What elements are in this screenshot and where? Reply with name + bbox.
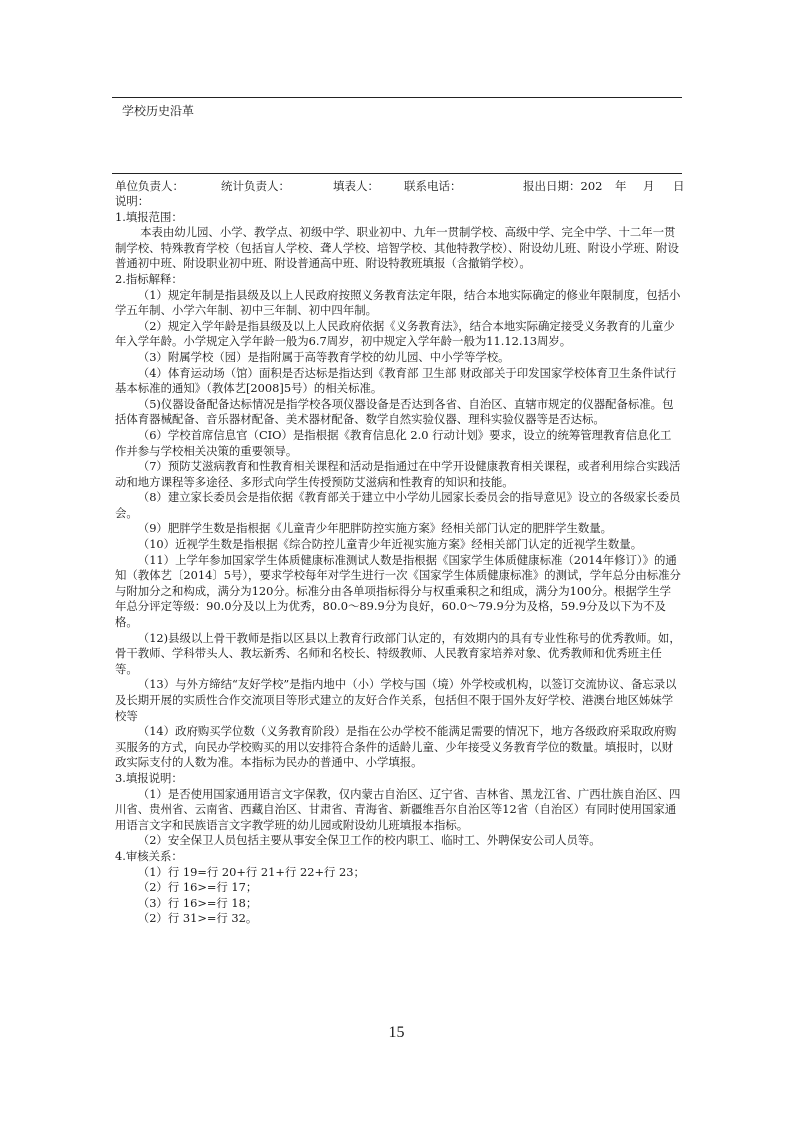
year-label: 年 [615,179,627,193]
page-number: 15 [388,1024,405,1041]
stat-head-label: 统计负责人： [221,179,290,193]
paragraph: 本表由幼儿园、小学、教学点、初级中学、职业初中、九年一贯制学校、高级中学、完全中学、十二年一贯制学校、特殊教育学校（包括盲人学校、聋人学校、培智学校、其他特教学校）、附设幼儿班、附设小学班、附设普通初中班、附设职业初中班、附设普通高中班、附设特教班填报（含撤销学校）。 [115,225,679,271]
paragraph: （2）行 16>=行 17； [137,880,258,895]
paragraph: （5)仪器设备配备达标情况是指学校各项仪器设备是否达到各省、自治区、直辖市规定的仪器配备标准。包括体育器械配备、音乐器材配备、美术器材配备、数学自然实验仪器、理科实验仪器等是否达标。 [115,396,674,427]
paragraph: （11）上学年参加国家学生体质健康标准测试人数是指根据《国家学生体质健康标准（2014年修订）》的通知（教体艺〔2014〕5号），要求学校每年对学生进行一次《国家学生体质健康标准》的测试，学年总分由标准分与附加分之和构成，满分为120分。标准分由各单项指标得分与权重乘积之和组成，满分为100分。根据学生学年总分评定等级：90.0分及以上为优秀，80.0～89.9分为良好，60.0～79.9分为及格，59.9分及以下为不及格。 [115,552,681,630]
paragraph: （4）体育运动场（馆）面积是否达标是指达到《教育部 卫生部 财政部关于印发国家学校体育卫生条件试行基本标准的通知》（教体艺[2008]5号）的相关标准。 [115,365,677,396]
phone-label: 联系电话： [404,179,462,193]
paragraph: （10）近视学生数是指根据《综合防控儿童青少年近视实施方案》经相关部门认定的近视学生数量。 [137,537,643,552]
paragraph: （12)县级以上骨干教师是指以区县以上教育行政部门认定的，有效期内的具有专业性称号的优秀教师。如，骨干教师、学科带头人、教坛新秀、名师和名校长、特级教师、人民教育家培养对象、优秀教师和优秀班主任等。 [115,630,681,676]
section-title: 学校历史沿革 [122,104,195,118]
paragraph: （2）规定入学年龄是指县级及以上人民政府依据《义务教育法》，结合本地实际确定接受义务教育的儿童少年入学年龄。小学规定入学年龄一般为6.7周岁，初中规定入学年龄一般为11.12.13周岁。 [115,318,675,349]
date-label: 报出日期：202 [523,179,603,193]
intro-heading: 说明： [115,194,150,208]
section-heading: 1.填报范围： [115,209,183,224]
paragraph: （1）是否使用国家通用语言文字保教，仅内蒙古自治区、辽宁省、吉林省、黑龙江省、广西壮族自治区、四川省、贵州省、云南省、西藏自治区、甘肃省、青海省、新疆维吾尔自治区等12省（自治区）有同时使用国家通用语言文字和民族语言文字教学班的幼儿园或附设幼儿班填报本指标。 [115,786,681,832]
paragraph: （1）行 19=行 20+行 21+行 22+行 23； [137,864,365,879]
paragraph: （3）行 16>=行 18； [137,895,258,910]
paragraph: （8）建立家长委员会是指依据《教育部关于建立中小学幼儿园家长委员会的指导意见》设立的各级家长委员会。 [115,490,681,520]
instructions-body [115,194,682,927]
signature-rule [112,173,682,174]
signature-row [115,178,685,194]
paragraph: （13）与外方缔结“友好学校”是指内地中（小）学校与国（境）外学校或机构，以签订交流协议、备忘录以及长期开展的实质性合作交流项目等形式建立的友好合作关系，包括但不限于国外友好学校、港澳台地区姊妹学校等 [115,677,677,723]
paragraph: （14）政府购买学位数（义务教育阶段）是指在公办学校不能满足需要的情况下，地方各级政府采取政府购买服务的方式，向民办学校购买的用以安排符合条件的适龄儿童、少年接受义务教育学位的数量。填报时，以财政实际支付的人数为准。本指标为民办的普通中、小学填报。 [115,724,677,770]
paragraph: （3）附属学校（园）是指附属于高等教育学校的幼儿园、中小学等学校。 [137,349,510,364]
unit-head-label: 单位负责人： [115,179,184,193]
filler-label: 填表人： [333,179,379,193]
paragraph: （7）预防艾滋病教育和性教育相关课程和活动是指通过在中学开设健康教育相关课程，或者利用综合实践活动和地方课程等多途径、多形式向学生传授预防艾滋病和性教育的知识和技能。 [115,459,681,489]
paragraph: （2）行 31>=行 32。 [137,911,258,926]
paragraph: （6）学校首席信息官（CIO）是指根据《教育信息化 2.0 行动计划》要求，设立的统筹管理教育信息化工作并参与学校相关决策的重要领导。 [115,427,672,458]
section-heading: 4.审核关系： [115,848,183,863]
day-label: 日 [673,179,685,193]
section-heading: 2.指标解释： [115,271,183,286]
paragraph: （9）肥胖学生数是指根据《儿童青少年肥胖防控实施方案》经相关部门认定的肥胖学生数量。 [137,521,613,536]
paragraph: （2）安全保卫人员包括主要从事安全保卫工作的校内职工、临时工、外聘保安公司人员等。 [137,833,601,848]
top-rule [112,97,682,98]
paragraph: （1）规定年制是指县级及以上人民政府按照义务教育法定年限，结合本地实际确定的修业年限制度，包括小学五年制、小学六年制、初中三年制、初中四年制。 [115,287,681,318]
section-heading: 3.填报说明： [115,770,183,785]
month-label: 月 [643,179,655,193]
